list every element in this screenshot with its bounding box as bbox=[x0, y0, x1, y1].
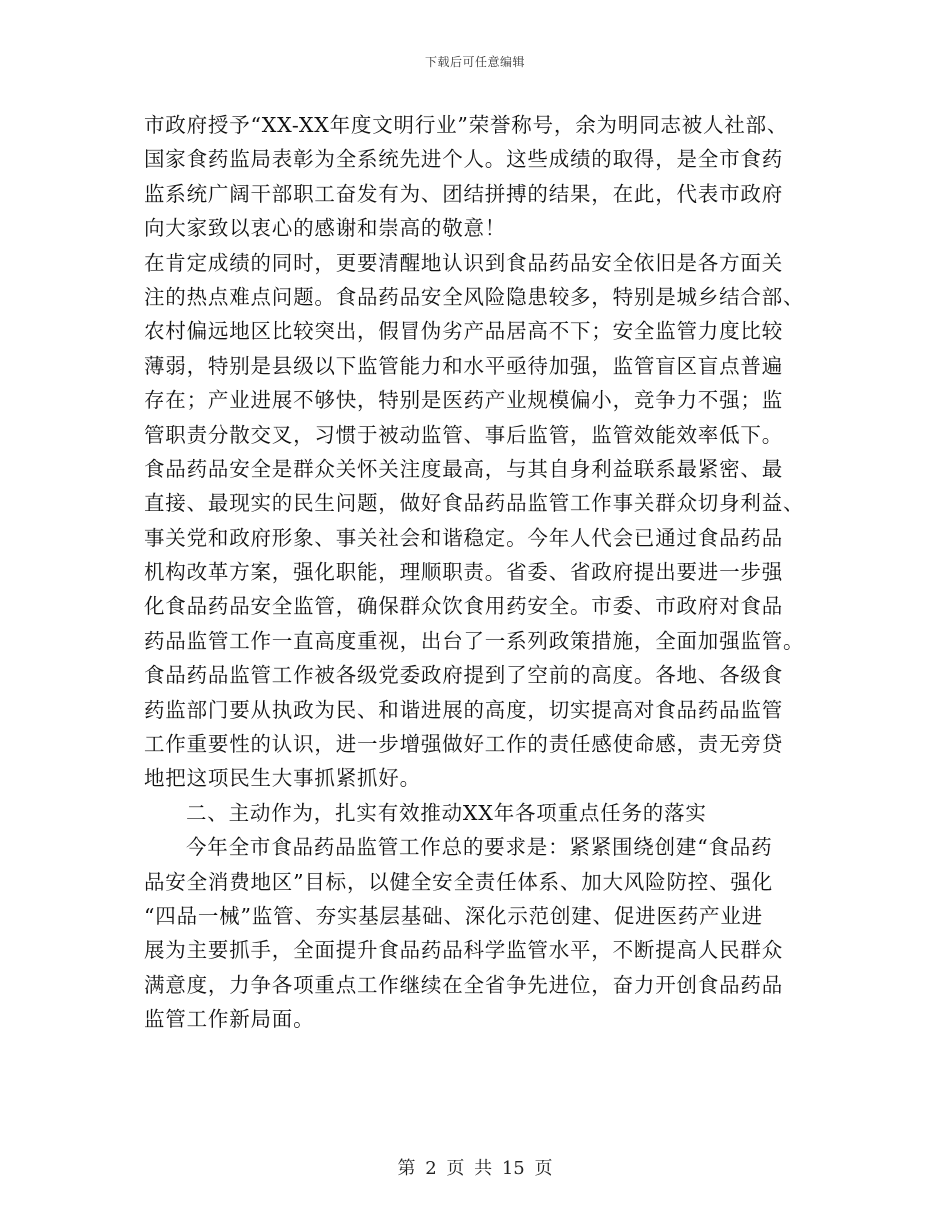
text-line: 向大家致以衷心的感谢和崇高的敬意！ bbox=[144, 216, 507, 241]
text-line: 监系统广阔干部职工奋发有为、团结拼搏的结果，在此，代表市政府 bbox=[144, 181, 783, 206]
text-line: 地把这项民生大事抓紧抓好。 bbox=[144, 766, 421, 791]
text-line: 满意度，力争各项重点工作继续在全省争先进位，奋力开创食品药品 bbox=[144, 972, 783, 997]
text-line: 农村偏远地区比较突出，假冒伪劣产品居高不下；安全监管力度比较 bbox=[144, 319, 783, 344]
text-line: 展为主要抓手，全面提升食品药品科学监管水平，不断提高人民群众 bbox=[144, 938, 783, 963]
text-line: 品安全消费地区”目标，以健全安全责任体系、加大风险防控、强化 bbox=[144, 869, 773, 894]
body-text bbox=[144, 108, 814, 1037]
page-number: 第 2 页 共 15 页 bbox=[397, 1158, 553, 1179]
text-line: 事关党和政府形象、事关社会和谐稳定。今年人代会已通过食品药品 bbox=[144, 525, 783, 550]
section-heading: 二、主动作为，扎实有效推动XX年各项重点任务的落实 bbox=[186, 800, 707, 825]
page-header: 下载后可任意编辑 bbox=[424, 55, 525, 69]
text-line: 监管工作新局面。 bbox=[144, 1007, 315, 1032]
text-line: 国家食药监局表彰为全系统先进个人。这些成绩的取得，是全市食药 bbox=[144, 147, 783, 172]
text-line: 薄弱，特别是县级以下监管能力和水平亟待加强，监管盲区盲点普遍 bbox=[144, 353, 783, 378]
text-line: 市政府授予“XX-XX年度文明行业”荣誉称号，余为明同志被人社部、 bbox=[144, 113, 789, 137]
text-line: 化食品药品安全监管，确保群众饮食用药安全。市委、市政府对食品 bbox=[144, 594, 783, 619]
text-line: 机构改革方案，强化职能，理顺职责。省委、省政府提出要进一步强 bbox=[144, 560, 783, 585]
text-line: 药品监管工作一直高度重视，出台了一系列政策措施，全面加强监管。 bbox=[144, 628, 805, 653]
text-line: 药监部门要从执政为民、和谐进展的高度，切实提高对食品药品监管 bbox=[144, 697, 783, 722]
text-line: 食品药品安全是群众关怀关注度最高，与其自身利益联系最紧密、最 bbox=[144, 456, 783, 481]
text-line: 管职责分散交叉，习惯于被动监管、事后监管，监管效能效率低下。 bbox=[144, 422, 783, 447]
text-line: “四品一械”监管、夯实基层基础、深化示范创建、促进医药产业进 bbox=[144, 903, 763, 928]
text-line: 注的热点难点问题。食品药品安全风险隐患较多，特别是城乡结合部、 bbox=[144, 284, 805, 309]
text-line: 存在；产业进展不够快，特别是医药产业规模偏小，竞争力不强；监 bbox=[144, 388, 783, 413]
text-line: 直接、最现实的民生问题，做好食品药品监管工作事关群众切身利益、 bbox=[144, 491, 805, 516]
text-line: 在肯定成绩的同时，更要清醒地认识到食品药品安全依旧是各方面关 bbox=[144, 250, 783, 275]
text-line: 食品药品监管工作被各级党委政府提到了空前的高度。各地、各级食 bbox=[144, 663, 783, 688]
text-line: 今年全市食品药品监管工作总的要求是：紧紧围绕创建“食品药 bbox=[186, 835, 773, 860]
text-line: 工作重要性的认识，进一步增强做好工作的责任感使命感，责无旁贷 bbox=[144, 732, 783, 757]
